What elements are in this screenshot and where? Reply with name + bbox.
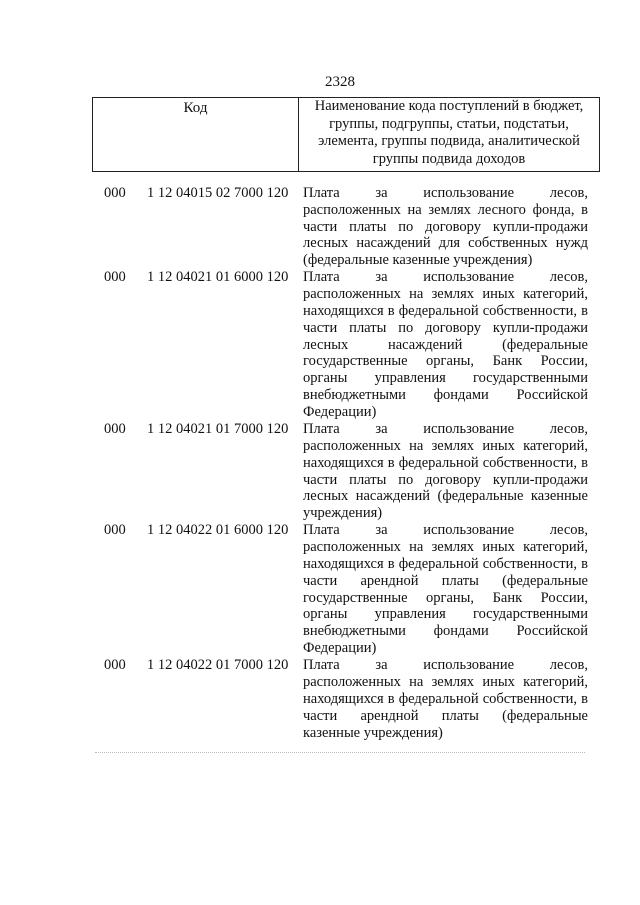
table-header bbox=[92, 97, 600, 172]
table-row bbox=[0, 185, 640, 269]
header-name-title: Наименование кода поступлений в бюджет, группы, подгруппы, статьи, подстатьи, элемента, группы подвида, аналитической группы подвида доходов bbox=[314, 98, 584, 167]
table-row bbox=[0, 421, 640, 522]
revenue-description: Плата за использование лесов, расположенных на землях иных категорий, находящихся в федеральной собственности, в части платы по договору купли-продажи лесных насаждений (федеральные государственные органы, Банк России, органы управления государственными внебюджетными фондами Российской Федерации) bbox=[303, 269, 588, 420]
table-row bbox=[0, 522, 640, 656]
scan-artifact-line bbox=[95, 752, 585, 753]
revenue-description: Плата за использование лесов, расположенных на землях иных категорий, находящихся в федеральной собственности, в части арендной платы (федеральные казенные учреждения) bbox=[303, 657, 588, 741]
revenue-code: 1 12 04022 01 7000 120 bbox=[147, 657, 289, 674]
admin-code: 000 bbox=[104, 269, 126, 286]
revenue-description: Плата за использование лесов, расположенных на землях лесного фонда, в части платы по договору купли-продажи лесных насаждений для собственных нужд (федеральные казенные учреждения) bbox=[303, 185, 588, 269]
revenue-description: Плата за использование лесов, расположенных на землях иных категорий, находящихся в федеральной собственности, в части платы по договору купли-продажи лесных насаждений (федеральные казенные учреждения) bbox=[303, 421, 588, 522]
revenue-description: Плата за использование лесов, расположенных на землях иных категорий, находящихся в федеральной собственности, в части арендной платы (федеральные государственные органы, Банк России, органы управления государственными внебюджетными фондами Российской Федерации) bbox=[303, 522, 588, 657]
revenue-code: 1 12 04021 01 7000 120 bbox=[147, 421, 289, 438]
header-code-title: Код bbox=[93, 98, 299, 171]
revenue-code: 1 12 04022 01 6000 120 bbox=[147, 522, 289, 539]
admin-code: 000 bbox=[104, 421, 126, 438]
page-number: 2328 bbox=[325, 74, 355, 90]
table-row bbox=[0, 269, 640, 420]
table-row bbox=[0, 657, 640, 741]
admin-code: 000 bbox=[104, 657, 126, 674]
revenue-code: 1 12 04015 02 7000 120 bbox=[147, 185, 289, 201]
admin-code: 000 bbox=[104, 185, 126, 201]
revenue-code-list bbox=[0, 185, 640, 741]
revenue-code: 1 12 04021 01 6000 120 bbox=[147, 269, 289, 286]
admin-code: 000 bbox=[104, 522, 126, 539]
